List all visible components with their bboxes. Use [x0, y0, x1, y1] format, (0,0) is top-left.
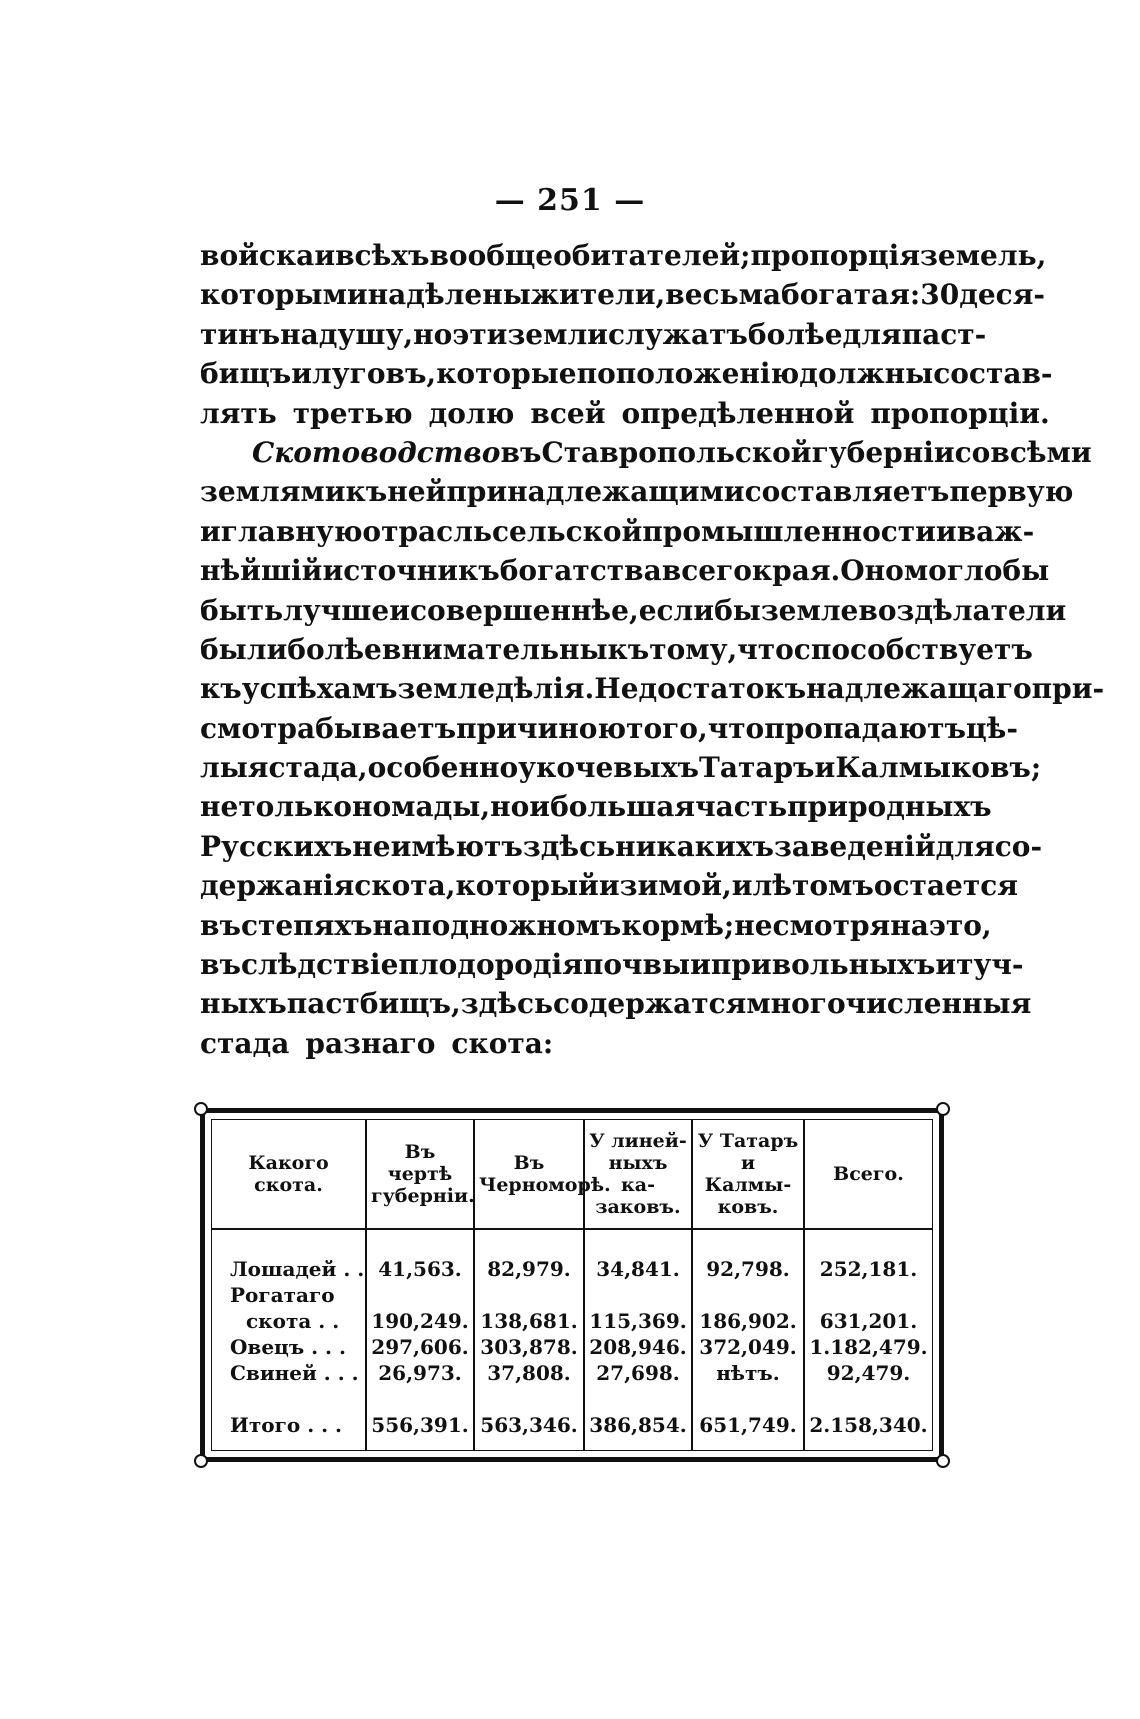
cell-value: 41,563. — [378, 1257, 462, 1281]
word: не — [734, 908, 773, 942]
word: душу, — [318, 317, 414, 351]
cell-value: 82,979. — [487, 1257, 571, 1281]
word: важ- — [956, 514, 1035, 548]
column-total — [804, 1229, 932, 1450]
column-line-cossacks — [584, 1229, 692, 1450]
column-gubernia — [366, 1229, 474, 1450]
text-line — [200, 236, 1047, 275]
word: всѣхъ — [335, 239, 430, 272]
word: и — [529, 790, 551, 824]
cell-value: 651,749. — [699, 1413, 797, 1437]
word: для — [935, 829, 995, 863]
word: по — [576, 357, 616, 391]
header-total: Всего. — [804, 1120, 932, 1229]
column-tatars-kalmyks — [692, 1229, 804, 1450]
word: того, — [626, 711, 708, 745]
word: земли — [507, 317, 608, 351]
word: если — [638, 593, 715, 627]
word: способствуетъ — [793, 632, 1033, 666]
row-labels — [212, 1229, 366, 1450]
text-line — [200, 433, 1092, 472]
word: Татаръ — [699, 751, 815, 785]
corner-ornament — [936, 1102, 950, 1116]
word: заведеній — [773, 829, 936, 863]
word: кочевыхъ — [536, 751, 699, 785]
word: здѣсь — [522, 829, 616, 863]
word: болѣе — [287, 632, 382, 666]
word: Калмыковъ; — [835, 751, 1042, 785]
word: богатства — [499, 554, 662, 588]
cell-value: 1.182,479. — [809, 1335, 928, 1359]
header-tatars-kalmyks: У Татаръ и Калмы-ковъ. — [692, 1120, 804, 1229]
word: надѣлены — [367, 278, 531, 312]
word: всѣми — [990, 435, 1092, 469]
word: обитателей; — [553, 239, 751, 272]
row-label-total: Итого . . . — [230, 1413, 343, 1437]
word: губерніи — [811, 435, 955, 469]
row-label-pigs: Свиней . . . — [230, 1361, 359, 1385]
word: ней — [387, 475, 447, 509]
word: источникъ — [322, 554, 500, 588]
text-line — [200, 866, 1018, 905]
text-line — [200, 1024, 956, 1063]
livestock-table — [200, 1108, 944, 1462]
word: были — [200, 632, 288, 666]
word: къ — [345, 475, 388, 509]
word: здѣсь — [460, 987, 554, 1021]
word: на — [280, 317, 319, 351]
cell-value: 34,841. — [596, 1257, 680, 1281]
word: слѣдствіе — [240, 948, 399, 982]
cell-value: нѣтъ. — [716, 1361, 780, 1385]
word: степяхъ — [240, 908, 373, 942]
word: не — [200, 790, 239, 824]
word: многочисленныя — [746, 987, 1032, 1021]
text-line — [200, 315, 987, 354]
word: къ — [607, 632, 650, 666]
word: успѣхамъ — [241, 672, 398, 706]
word: и — [731, 869, 753, 903]
word: должны — [799, 357, 934, 391]
word: цѣ- — [965, 711, 1018, 745]
word: и — [814, 751, 836, 785]
word: Ставропольской — [541, 435, 812, 469]
word: на — [890, 908, 929, 942]
word: но — [413, 317, 453, 351]
word: богатая: — [781, 278, 921, 312]
word: сельской — [491, 514, 643, 548]
corner-ornament — [194, 1454, 208, 1468]
word: эти — [452, 317, 508, 351]
cell-value: 186,902. — [699, 1309, 797, 1333]
word: пропорціи. — [870, 396, 1050, 430]
word: для — [842, 317, 902, 351]
word: отрасль — [362, 514, 492, 548]
word: землевоздѣлатели — [760, 593, 1067, 627]
page-number: — 251 — — [494, 183, 646, 218]
word: и — [598, 869, 620, 903]
word: Русскихъ — [200, 829, 353, 863]
word: могло — [903, 554, 1003, 588]
text-line — [200, 275, 1046, 314]
text-line — [200, 394, 1050, 433]
word: промышленности — [642, 514, 936, 548]
word: долю — [428, 396, 515, 430]
text-line — [200, 748, 1042, 787]
word: не — [352, 829, 391, 863]
word: и — [690, 948, 711, 982]
word: причиною — [456, 711, 627, 745]
word: стада, — [268, 751, 368, 785]
text-line — [200, 906, 992, 945]
text-line — [200, 551, 1050, 590]
word: принадлежащими — [446, 475, 745, 509]
row-label-sheep: Овецъ . . . — [230, 1335, 346, 1359]
word: при- — [1031, 672, 1105, 706]
word: тинъ — [200, 317, 281, 351]
text-line — [200, 591, 1067, 630]
word: въ — [200, 908, 241, 942]
word: надлежащаго — [806, 672, 1032, 706]
word: только — [238, 790, 352, 824]
cell-value: 303,878. — [480, 1335, 578, 1359]
text-line — [200, 787, 992, 826]
word: лучше — [283, 593, 390, 627]
word: подножномъ — [411, 908, 622, 942]
word: жители, — [530, 278, 666, 312]
word: что — [737, 632, 794, 666]
cell-value: 386,854. — [589, 1413, 687, 1437]
word: плодородія — [398, 948, 583, 982]
word: скота, — [354, 869, 456, 903]
word: состав- — [933, 357, 1053, 391]
word: землями — [200, 475, 346, 509]
word: кормѣ; — [621, 908, 735, 942]
word: лѣтомъ — [752, 869, 874, 903]
word: разнаго — [305, 1026, 436, 1060]
word: никакихъ — [615, 829, 774, 863]
word: внимательны — [381, 632, 608, 666]
word: это, — [928, 908, 992, 942]
word: у — [518, 751, 537, 785]
word: особенно — [367, 751, 519, 785]
word: въ — [500, 435, 542, 469]
word: деся- — [959, 278, 1046, 312]
row-label-cattle-2: скота . . — [246, 1309, 340, 1333]
text-line — [200, 512, 1035, 551]
word: въ — [200, 948, 241, 982]
word: и — [314, 239, 336, 272]
cell-value: 208,946. — [589, 1335, 687, 1359]
word: лять — [200, 396, 277, 430]
italic-term: Скотоводство — [252, 435, 501, 469]
word: всего — [661, 554, 752, 588]
corner-ornament — [194, 1102, 208, 1116]
word: держанія — [200, 869, 355, 903]
text-line — [200, 354, 1053, 393]
text-line — [200, 709, 1018, 748]
cell-value: 115,369. — [589, 1309, 687, 1333]
word: остается — [873, 869, 1018, 903]
livestock-table-grid — [212, 1120, 932, 1450]
text-line — [200, 472, 1074, 511]
word: содержатся — [553, 987, 747, 1021]
row-label-horses: Лошадей . . — [230, 1257, 365, 1281]
word: пропорція — [750, 239, 921, 272]
word: лыя — [200, 751, 269, 785]
word: всей — [530, 396, 606, 430]
word: имѣютъ — [390, 829, 523, 863]
word: нѣйшій — [200, 554, 323, 588]
word: служатъ — [607, 317, 748, 351]
word: и — [389, 593, 410, 627]
cell-value: 138,681. — [480, 1309, 578, 1333]
word: со- — [994, 829, 1043, 863]
word: и — [291, 357, 312, 391]
word: привольныхъ — [710, 948, 936, 982]
column-chernomor — [474, 1229, 584, 1450]
word: быть — [200, 593, 284, 627]
cell-value: 631,201. — [819, 1309, 918, 1333]
header-chernomor: Въ Черноморѣ. — [474, 1120, 584, 1229]
word: вообще — [429, 239, 554, 272]
word: скота: — [451, 1026, 554, 1060]
header-line-cossacks: У линей-ныхъ ка-заковъ. — [584, 1120, 692, 1229]
cell-value: 2.158,340. — [809, 1413, 928, 1437]
word: тому, — [649, 632, 738, 666]
word: болѣе — [747, 317, 843, 351]
word: совершеннѣе, — [409, 593, 639, 627]
cell-value: 37,808. — [487, 1361, 571, 1385]
word: ныхъ — [200, 987, 287, 1021]
row-label-cattle-1: Рогатаго — [230, 1283, 335, 1307]
word: но — [490, 790, 530, 824]
cell-value: 92,479. — [826, 1361, 911, 1385]
word: туч- — [956, 948, 1024, 982]
word: главную — [220, 514, 363, 548]
text-line — [200, 945, 1024, 984]
word: положенію — [615, 357, 800, 391]
cell-value: 190,249. — [371, 1309, 469, 1333]
word: зимой, — [619, 869, 732, 903]
word: составляетъ — [744, 475, 950, 509]
word: пропадаютъ — [764, 711, 966, 745]
word: смотра — [200, 711, 316, 745]
word: опредѣленной — [621, 396, 855, 430]
word: которыми — [200, 278, 368, 312]
header-gubernia: Въ чертѣ губерніи. — [366, 1120, 474, 1229]
cell-value: 92,798. — [706, 1257, 790, 1281]
text-line — [200, 669, 1105, 708]
word: и — [935, 948, 957, 982]
word: весьма — [665, 278, 782, 312]
word: часть — [695, 790, 788, 824]
cell-value: 297,606. — [371, 1335, 469, 1359]
word: которые — [436, 357, 577, 391]
word: со — [954, 435, 991, 469]
cell-value: 556,391. — [371, 1413, 469, 1437]
text-line — [200, 630, 1033, 669]
word: первую — [949, 475, 1074, 509]
word: и — [935, 514, 957, 548]
text-line — [200, 984, 1032, 1023]
body-text — [200, 236, 1105, 1063]
word: стада — [200, 1026, 290, 1060]
header-livestock-type: Какого скота. — [212, 1120, 366, 1229]
word: паст- — [901, 317, 987, 351]
cell-value: 372,049. — [699, 1335, 797, 1359]
word: къ — [200, 672, 242, 706]
word: Оно — [840, 554, 904, 588]
word: бы — [714, 593, 761, 627]
word: и — [200, 514, 221, 548]
cell-value: 252,181. — [819, 1257, 918, 1281]
word: пастбищъ, — [286, 987, 461, 1021]
text-line — [200, 827, 1043, 866]
word: который — [455, 869, 599, 903]
cell-value: 26,973. — [378, 1361, 462, 1385]
word: природныхъ — [787, 790, 992, 824]
word: почвы — [582, 948, 691, 982]
word: что — [707, 711, 765, 745]
word: третью — [292, 396, 413, 430]
word: на — [372, 908, 412, 942]
corner-ornament — [936, 1454, 950, 1468]
word: войска — [200, 239, 315, 272]
word: луговъ, — [312, 357, 437, 391]
word: смотря — [772, 908, 891, 942]
word: номады, — [351, 790, 491, 824]
word: земледѣлія. — [397, 672, 595, 706]
word: земель, — [920, 239, 1047, 272]
word: большая — [550, 790, 696, 824]
word: Недостатокъ — [594, 672, 807, 706]
cell-value: 563,346. — [480, 1413, 578, 1437]
word: бы — [1002, 554, 1050, 588]
cell-value: 27,698. — [596, 1361, 680, 1385]
word: края. — [751, 554, 841, 588]
word: 30 — [920, 278, 960, 312]
word: бываетъ — [315, 711, 457, 745]
word: бищъ — [200, 357, 292, 391]
